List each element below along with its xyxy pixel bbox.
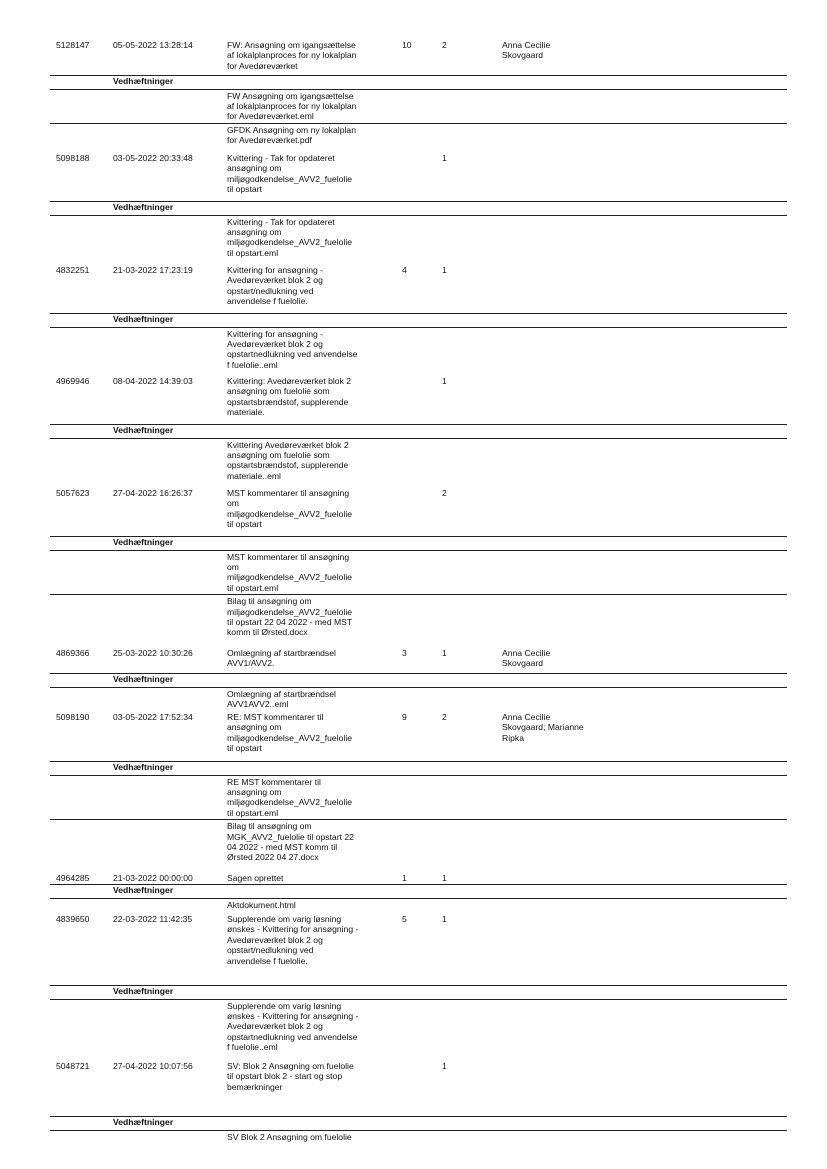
- record-id: 4869366: [56, 648, 90, 658]
- record-date: 22-03-2022 11:42:35: [113, 914, 193, 924]
- record-count-b: 1: [442, 873, 447, 883]
- record-count-a: 1: [402, 873, 407, 883]
- record-date: 08-04-2022 14:39:03: [113, 376, 193, 386]
- record-id: 4964285: [56, 873, 90, 883]
- record-count-b: 2: [442, 712, 447, 722]
- attachment-item: FW Ansøgning om igangsættelse af lokalplanproces for ny lokalplan for Avedøreværket.eml: [227, 90, 357, 122]
- record-title: MST kommentarer til ansøgning om miljøgodkendelse_AVV2_fuelolie til opstart: [227, 488, 353, 530]
- attachment-item: Bilag til ansøgning om MGK_AVV2_fuelolie til opstart 22 04 2022 - med MST komm til Ørsted 2022 04 27.docx: [227, 821, 354, 863]
- record-title: FW: Ansøgning om igangsættelse af lokalplanproces for ny lokalplan for Avedøreværket: [227, 40, 357, 71]
- record-count-b: 1: [442, 914, 447, 924]
- record-count-a: 10: [402, 40, 412, 50]
- section-rule: [50, 89, 787, 90]
- record-date: 21-03-2022 17:23:19: [113, 265, 193, 275]
- section-rule: [50, 1130, 787, 1131]
- section-rule: [50, 215, 787, 216]
- section-rule: [50, 438, 787, 439]
- attachment-item: GFDK Ansøgning om ny lokalplan for Avedøreværket.pdf: [227, 124, 356, 146]
- record-title: RE: MST kommentarer til ansøgning om miljøgodkendelse_AVV2_fuelolie til opstart: [227, 712, 353, 754]
- record-date: 03-05-2022 20:33:48: [113, 153, 193, 163]
- record-title: Kvittering for ansøgning - Avedøreværket blok 2 og opstart/nedlukning ved anvendelse f fuelolie.: [227, 265, 324, 307]
- record-date: 03-05-2022 17:52:34: [113, 712, 193, 722]
- attachment-item: Supplerende om varig løsning ønskes - Kvittering for ansøgning - Avedøreværket blok 2 og opstartnedlukning ved anvendelse f fuelolie..eml: [227, 1000, 359, 1053]
- attachment-item: Kvittering for ansøgning - Avedøreværket blok 2 og opstartnedlukning ved anvendelse f fuelolie..eml: [227, 328, 358, 370]
- attachment-item: Aktdokument.html: [227, 899, 296, 910]
- section-rule: [50, 327, 787, 328]
- attachments-label: Vedhæftninger: [113, 314, 174, 324]
- record-id: 4969946: [56, 376, 90, 386]
- record-date: 21-03-2022 00:00:00: [113, 873, 193, 883]
- record-id: 5098190: [56, 712, 90, 722]
- record-date: 25-03-2022 10:30:26: [113, 648, 193, 658]
- record-count-b: 2: [442, 488, 447, 498]
- record-date: 05-05-2022 13:28:14: [113, 40, 193, 50]
- record-person: Anna Cecilie Skovgaard; Marianne Ripka: [502, 712, 584, 743]
- attachments-label: Vedhæftninger: [113, 202, 174, 212]
- section-rule: [50, 550, 787, 551]
- section-rule: [50, 898, 787, 899]
- record-title: Supplerende om varig løsning ønskes - Kvittering for ansøgning - Avedøreværket blok 2 og opstart/nedlukning ved anvendelse f fuelolie.: [227, 914, 359, 966]
- record-count-b: 1: [442, 153, 447, 163]
- record-id: 4839650: [56, 914, 90, 924]
- attachments-label: Vedhæftninger: [113, 1117, 174, 1127]
- record-id: 5098188: [56, 153, 90, 163]
- record-title: Kvittering - Tak for opdateret ansøgning om miljøgodkendelse_AVV2_fuelolie til opstart: [227, 153, 353, 195]
- record-title: Sagen oprettet: [227, 873, 284, 883]
- record-person: Anna Cecilie Skovgaard: [502, 40, 551, 61]
- attachment-rule: [50, 819, 787, 820]
- attachment-item: MST kommentarer til ansøgning om miljøgodkendelse_AVV2_fuelolie til opstart.eml: [227, 551, 353, 593]
- record-count-b: 1: [442, 1061, 447, 1071]
- attachments-label: Vedhæftninger: [113, 885, 174, 895]
- record-title: SV: Blok 2 Ansøgning om fuelolie til opstart blok 2 - start og stop bemærkninger: [227, 1061, 354, 1092]
- section-rule: [50, 687, 787, 688]
- section-rule: [50, 999, 787, 1000]
- attachment-item: RE MST kommentarer til ansøgning om miljøgodkendelse_AVV2_fuelolie til opstart.eml: [227, 776, 353, 818]
- record-title: Omlægning af startbrændsel AVV1/AVV2.: [227, 648, 336, 669]
- attachment-item: Omlægning af startbrændsel AVV1AVV2..eml: [227, 688, 336, 709]
- attachment-item: Kvittering Avedøreværket blok 2 ansøgning om fuelolie som opstartsbrændstof, supplerende materiale..eml: [227, 439, 349, 481]
- record-id: 5048721: [56, 1061, 90, 1071]
- section-rule: [50, 775, 787, 776]
- record-count-a: 4: [402, 265, 407, 275]
- attachments-label: Vedhæftninger: [113, 76, 174, 86]
- attachment-item: Kvittering - Tak for opdateret ansøgning om miljøgodkendelse_AVV2_fuelolie til opstart.eml: [227, 216, 353, 258]
- attachment-rule: [50, 594, 787, 595]
- attachments-label: Vedhæftninger: [113, 762, 174, 772]
- record-date: 27-04-2022 16:26:37: [113, 488, 193, 498]
- attachments-label: Vedhæftninger: [113, 537, 174, 547]
- record-title: Kvittering: Avedøreværket blok 2 ansøgning om fuelolie som opstartsbrændstof, supplerende materiale.: [227, 376, 352, 418]
- attachments-label: Vedhæftninger: [113, 986, 174, 996]
- record-date: 27-04-2022 10:07:56: [113, 1061, 193, 1071]
- record-id: 4832251: [56, 265, 90, 275]
- record-count-a: 3: [402, 648, 407, 658]
- attachment-item: SV Blok 2 Ansøgning om fuelolie: [227, 1131, 352, 1142]
- attachment-item: Bilag til ansøgning om miljøgodkendelse_AVV2_fuelolie til opstart 22 04 2022 - med MST komm til Ørsted.docx: [227, 596, 353, 638]
- record-count-b: 1: [442, 265, 447, 275]
- record-id: 5128147: [56, 40, 90, 50]
- attachments-label: Vedhæftninger: [113, 674, 174, 684]
- attachment-rule: [50, 123, 787, 124]
- record-count-b: 2: [442, 40, 447, 50]
- record-id: 5057623: [56, 488, 90, 498]
- record-count-a: 9: [402, 712, 407, 722]
- attachments-label: Vedhæftninger: [113, 425, 174, 435]
- record-count-a: 5: [402, 914, 407, 924]
- record-count-b: 1: [442, 376, 447, 386]
- record-count-b: 1: [442, 648, 447, 658]
- record-person: Anna Cecilie Skovgaard: [502, 648, 551, 669]
